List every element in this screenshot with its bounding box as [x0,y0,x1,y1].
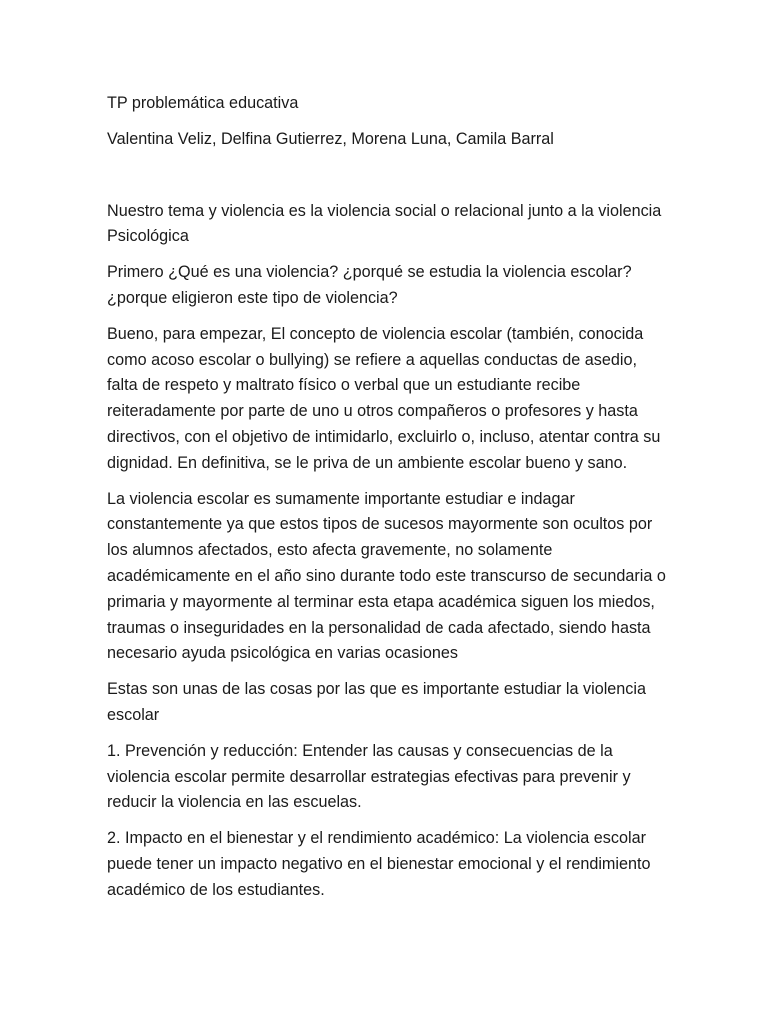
document-body [107,91,667,904]
list-item-wellbeing: 2. Impacto en el bienestar y el rendimiento académico: La violencia escolar puede tener un impacto negativo en el bienestar emocional y el rendimiento académico de los estudiantes. [107,829,651,899]
paragraph-importance: La violencia escolar es sumamente importante estudiar e indagar constantemente ya que estos tipos de sucesos mayormente son ocultos por los alumnos afectados, esto afecta gravemente, no solamente académicamente en el año sino durante todo este transcurso de secundaria o primaria y mayormente al terminar esta etapa académica siguen los miedos, traumas o inseguridades en la personalidad de cada afectado, siendo hasta necesario ayuda psicológica en varias ocasiones [107,489,666,663]
paragraph-questions: Primero ¿Qué es una violencia? ¿porqué se estudia la violencia escolar? ¿porque eligieron este tipo de violencia? [107,263,632,307]
list-item-prevention: 1. Prevención y reducción: Entender las causas y consecuencias de la violencia escolar permite desarrollar estrategias efectivas para prevenir y reducir la violencia en las escuelas. [107,741,631,812]
paragraph-definition: Bueno, para empezar, El concepto de violencia escolar (también, conocida como acoso escolar o bullying) se refiere a aquellas conductas de asedio, falta de respeto y maltrato físico o verbal que un estudiante recibe reiteradamente por parte de uno u otros compañeros o profesores y hasta directivos, con el objetivo de intimidarlo, excluirlo o, incluso, atentar contra su dignidad. En definitiva, se le priva de un ambiente escolar bueno y sano. [107,324,661,472]
paragraph-list-intro: Estas son unas de las cosas por las que es importante estudiar la violencia escolar [107,680,646,724]
paragraph-topic: Nuestro tema y violencia es la violencia social o relacional junto a la violencia Psicológica [107,201,662,246]
document-authors: Valentina Veliz, Delfina Gutierrez, Morena Luna, Camila Barral [107,129,554,148]
document-title: TP problemática educativa [107,94,299,112]
